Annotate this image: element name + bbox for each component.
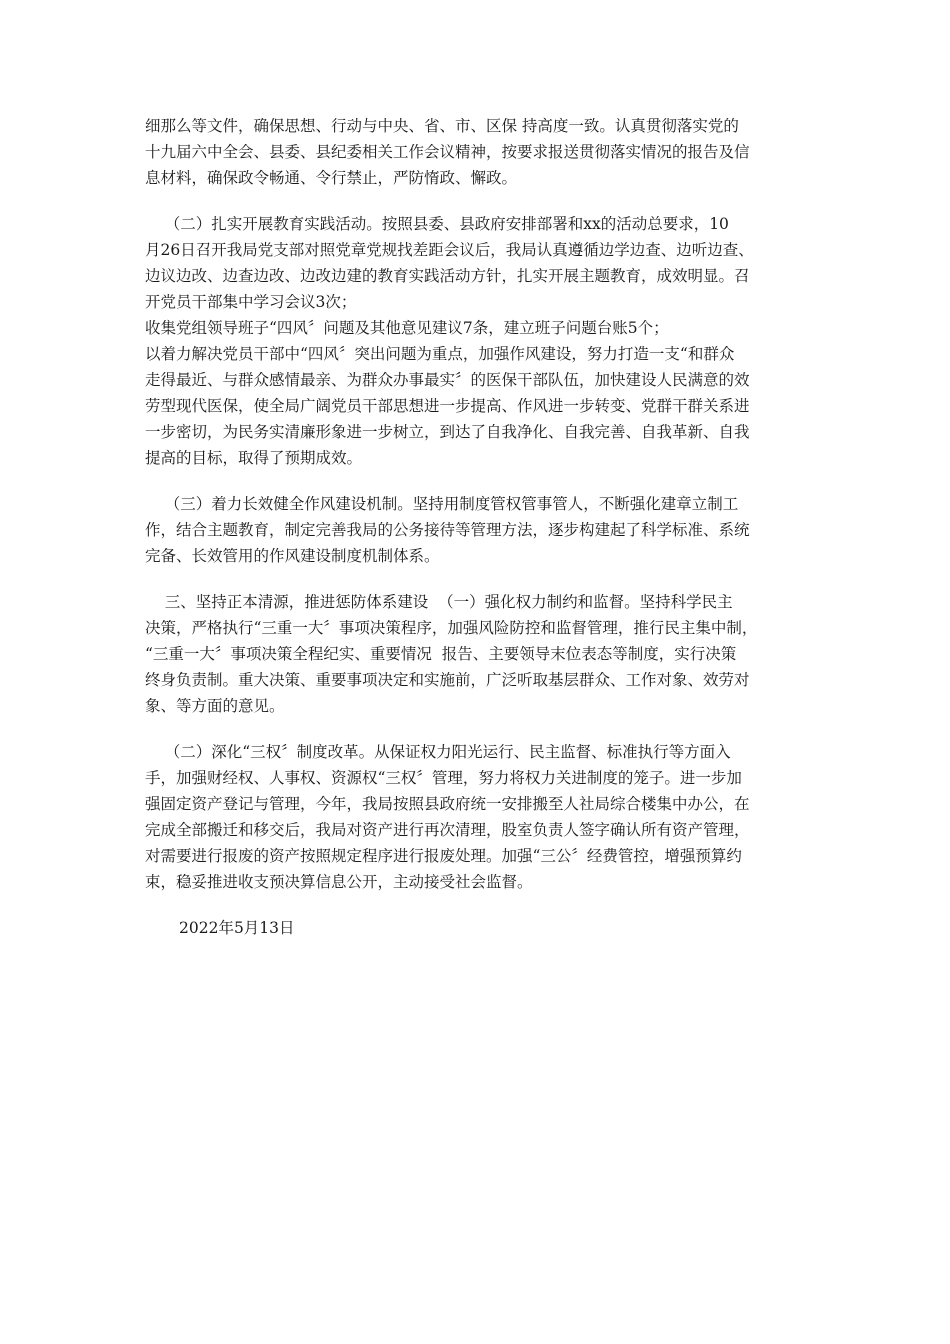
- document-body: [145, 113, 810, 941]
- text-line: 十九届六中全会、县委、县纪委相关工作会议精神，按要求报送贯彻落实情况的报告及信: [145, 143, 750, 161]
- text-line: 完成全部搬迁和移交后，我局对资产进行再次清理，股室负责人签字确认所有资产管理，: [145, 821, 750, 839]
- text-line: 手，加强财经权、人事权、资源权“三权〞管理，努力将权力关进制度的笼子。进一步加: [145, 769, 742, 787]
- paragraph-3: [145, 491, 810, 569]
- text-line: 三、坚持正本清源，推进惩防体系建设 （一）强化权力制约和监督。坚持科学民主: [145, 593, 733, 611]
- text-line: 月26日召开我局党支部对照党章党规找差距会议后，我局认真遵循边学边查、边听边查、: [145, 241, 754, 259]
- paragraph-4: [145, 589, 810, 719]
- text-line: 完备、长效管用的作风建设制度机制体系。: [145, 547, 440, 565]
- text-line: 作，结合主题教育，制定完善我局的公务接待等管理方法，逐步构建起了科学标准、系统: [145, 521, 750, 539]
- text-line: 细那么等文件，确保思想、行动与中央、省、市、区保 持高度一致。认真贯彻落实党的: [145, 117, 739, 135]
- paragraph-2: [145, 211, 810, 471]
- text-line: 走得最近、与群众感情最亲、为群众办事最实〞的医保干部队伍，加快建设人民满意的效: [145, 371, 750, 389]
- text-line: 决策，严格执行“三重一大〞事项决策程序，加强风险防控和监督管理，推行民主集中制，: [145, 619, 758, 637]
- text-line: 强固定资产登记与管理，今年，我局按照县政府统一安排搬至人社局综合楼集中办公，在: [145, 795, 750, 813]
- paragraph-5: [145, 739, 810, 895]
- text-line: 收集党组领导班子“四风〞问题及其他意见建议7条，建立班子问题台账5个；: [145, 319, 669, 337]
- text-line: （二）深化“三权〞制度改革。从保证权力阳光运行、民主监督、标准执行等方面入: [145, 743, 731, 761]
- document-date: 2022年5月13日: [179, 919, 295, 937]
- text-line: 边议边改、边查边改、边改边建的教育实践活动方针，扎实开展主题教育，成效明显。召: [145, 267, 750, 285]
- text-line: 束，稳妥推进收支预决算信息公开，主动接受社会监督。: [145, 873, 533, 891]
- text-line: 开党员干部集中学习会议3次；: [145, 293, 357, 311]
- text-line: 终身负责制。重大决策、重要事项决定和实施前，广泛听取基层群众、工作对象、效劳对: [145, 671, 750, 689]
- text-line: （三）着力长效健全作风建设机制。坚持用制度管权管事管人，不断强化建章立制工: [145, 495, 739, 513]
- text-line: 劳型现代医保，使全局广阔党员干部思想进一步提高、作风进一步转变、党群干群关系进: [145, 397, 750, 415]
- text-line: “三重一大〞事项决策全程纪实、重要情况 报告、主要领导末位表态等制度，实行决策: [145, 645, 737, 663]
- text-line: 象、等方面的意见。: [145, 697, 285, 715]
- text-line: 息材料，确保政令畅通、令行禁止，严防惰政、懈政。: [145, 169, 518, 187]
- text-line: 一步密切，为民务实清廉形象进一步树立，到达了自我净化、自我完善、自我革新、自我: [145, 423, 750, 441]
- paragraph-1: [145, 113, 810, 191]
- text-line: 提高的目标，取得了预期成效。: [145, 449, 363, 467]
- text-line: （二）扎实开展教育实践活动。按照县委、县政府安排部署和xx的活动总要求，10: [145, 215, 729, 233]
- text-line: 以着力解决党员干部中“四风〞突出问题为重点，加强作风建设，努力打造一支“和群众: [145, 345, 735, 363]
- text-line: 对需要进行报废的资产按照规定程序进行报废处理。加强“三公〞经费管控，增强预算约: [145, 847, 742, 865]
